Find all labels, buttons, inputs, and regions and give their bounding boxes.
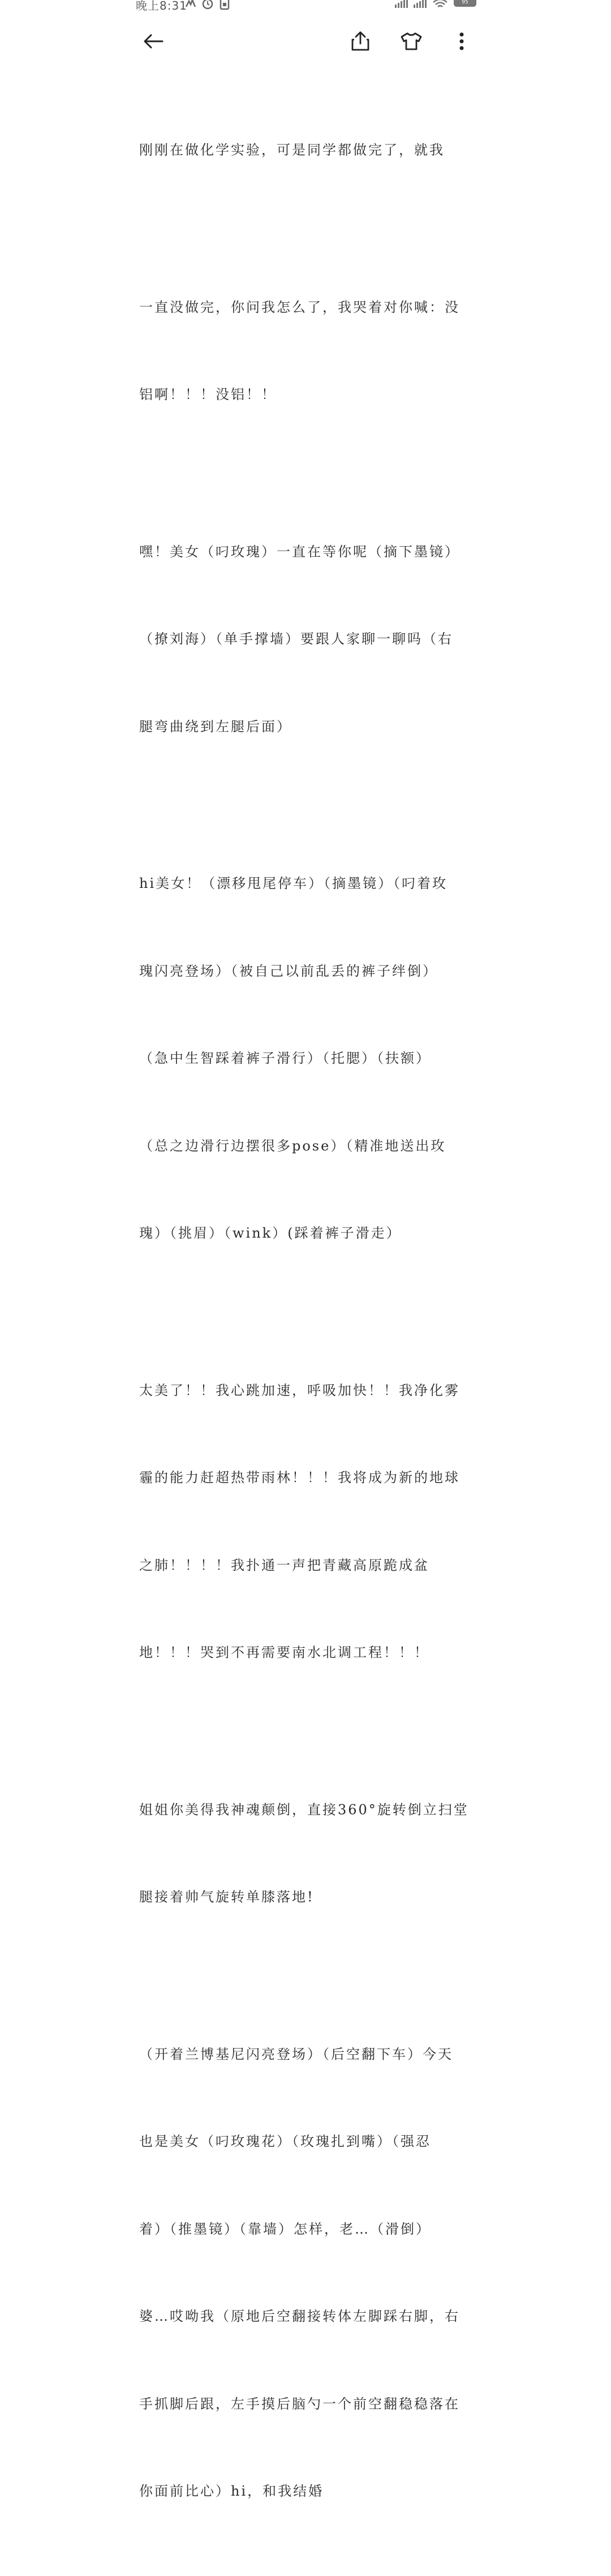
text-line: 嘿！美女（叼玫瑰）一直在等你呢（摘下墨镜） — [139, 543, 460, 560]
text-line: 你面前比心）hi，和我结婚 — [139, 2483, 324, 2499]
signal-icon-2 — [414, 0, 427, 8]
paragraph-1 — [139, 78, 473, 224]
signal-icon — [395, 0, 408, 8]
clock-icon — [201, 0, 214, 10]
text-line: 一直没做完，你问我怎么了，我哭着对你喊：没 — [139, 299, 460, 315]
text-line: （开着兰博基尼闪亮登场）（后空翻下车）今天 — [139, 2046, 453, 2062]
paragraph-4 — [139, 811, 473, 1307]
text-line: 手抓脚后跟，左手摸后脑勺一个前空翻稳稳落在 — [139, 2395, 460, 2412]
text-line: （总之边滑行边摆很多pose）（精准地送出玫 — [139, 1137, 446, 1154]
text-line: 刚刚在做化学实验，可是同学都做完了，就我 — [139, 142, 445, 158]
sim-card-icon — [218, 0, 231, 10]
share-icon — [351, 31, 370, 51]
text-line: 霾的能力赶超热带雨林！！！我将成为新的地球 — [139, 1470, 460, 1486]
text-line: （急中生智踩着裤子滑行）（托腮）（扶额） — [139, 1050, 431, 1066]
app-notification-icon — [184, 0, 197, 10]
phone-screen — [130, 0, 481, 2499]
note-content[interactable] — [139, 78, 473, 2576]
text-line: hi美女！（漂移甩尾停车）（摘墨镜）（叼着玫 — [139, 875, 448, 891]
text-line: 婆…哎呦我（原地后空翻接转体左脚踩右脚，右 — [139, 2308, 460, 2324]
share-button[interactable] — [347, 28, 373, 54]
text-line: 地！！！哭到不再需要南水北调工程！！！ — [139, 1645, 429, 1660]
text-line: 姐姐你美得我神魂颠倒，直接360°旋转倒立扫堂 — [139, 1801, 469, 1818]
text-line: 腿弯曲绕到左腿后面） — [139, 718, 292, 735]
status-time: 晚上8:31 — [136, 0, 187, 12]
arrow-left-icon — [142, 33, 165, 50]
text-line: 铝啊！！！没铝！！ — [139, 387, 277, 402]
text-line: 太美了！！我心跳加速，呼吸加快！！我净化雾 — [139, 1382, 460, 1398]
paragraph-7 — [139, 1982, 473, 2565]
more-vertical-icon — [458, 32, 465, 51]
paragraph-3 — [139, 479, 473, 800]
more-options-button[interactable] — [449, 28, 475, 54]
tshirt-icon — [400, 32, 423, 51]
paragraph-5 — [139, 1318, 473, 1726]
text-line: 瑰）（挑眉）（wink）(踩着裤子滑走） — [139, 1225, 402, 1241]
text-line: 也是美女（叼玫瑰花）（玫瑰扎到嘴）（强忍 — [139, 2133, 431, 2149]
text-line: 腿接着帅气旋转单膝落地! — [139, 1889, 315, 1905]
text-line: 之肺！！！！我扑通一声把青藏高原跪成盆 — [139, 1557, 429, 1573]
status-bar — [130, 0, 481, 12]
status-system-icons — [395, 0, 476, 9]
status-notification-icons — [184, 0, 231, 10]
theme-button[interactable] — [398, 28, 424, 54]
text-line: 着）（推墨镜）（靠墙）怎样，老…（滑倒） — [139, 2221, 431, 2237]
wifi-icon — [432, 0, 448, 9]
text-line: （撩刘海）（单手撑墙）要跟人家聊一聊吗（右 — [139, 631, 453, 647]
paragraph-6 — [139, 1737, 473, 1970]
back-button[interactable] — [140, 28, 166, 54]
toolbar — [130, 23, 481, 59]
text-line: 瑰闪亮登场）（被自己以前乱丢的裤子绊倒） — [139, 963, 438, 979]
battery-icon: 95 — [454, 0, 476, 7]
paragraph-2 — [139, 235, 473, 468]
